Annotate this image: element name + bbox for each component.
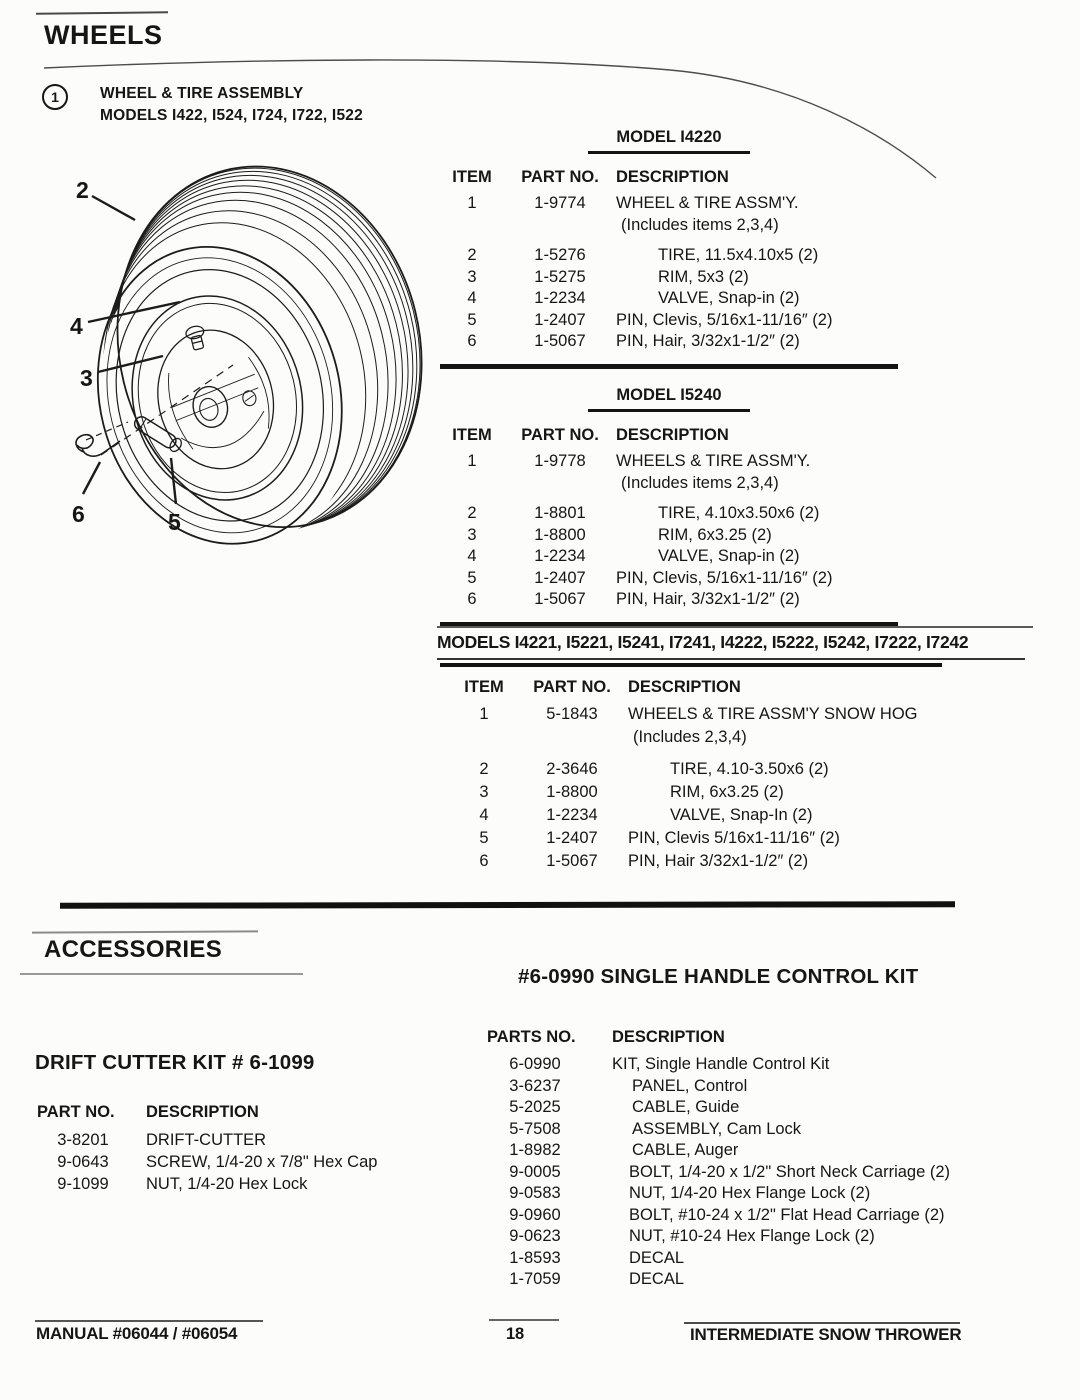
table-row bbox=[452, 850, 922, 873]
table-row bbox=[485, 1162, 1045, 1184]
item-number: 6 bbox=[479, 852, 489, 870]
footer-manual-number: MANUAL #06044 / #06054 bbox=[36, 1324, 238, 1343]
table-row bbox=[440, 331, 898, 353]
table-row bbox=[452, 781, 922, 804]
part-description: NUT, 1/4-20 Hex Flange Lock (2) bbox=[629, 1184, 871, 1202]
part-number: 9-1099 bbox=[57, 1175, 109, 1193]
part-description: PIN, Hair, 3/32x1-1/2″ (2) bbox=[616, 332, 800, 350]
part-number: 5-7508 bbox=[509, 1119, 561, 1138]
page-title: WHEELS bbox=[44, 20, 163, 50]
valve-drawing bbox=[185, 324, 208, 351]
part-description: ASSEMBLY, Cam Lock bbox=[632, 1119, 802, 1138]
part-description: RIM, 5x3 (2) bbox=[658, 267, 749, 286]
table-title: MODEL I4220 bbox=[440, 128, 898, 154]
part-description: RIM, 6x3.25 (2) bbox=[670, 783, 784, 801]
wheel-tire-assembly-illustration bbox=[28, 150, 448, 580]
part-description: VALVE, Snap-In (2) bbox=[670, 806, 813, 824]
callout-2-label: 2 bbox=[76, 177, 89, 203]
part-number: 9-0623 bbox=[509, 1227, 561, 1245]
parts-table-model-i4220 bbox=[440, 128, 898, 369]
part-number: 9-0005 bbox=[509, 1162, 561, 1181]
part-number: 1-5067 bbox=[534, 590, 586, 608]
item-number: 6 bbox=[467, 590, 477, 608]
callout-4-label: 4 bbox=[70, 313, 83, 339]
part-number: 3-8201 bbox=[57, 1131, 109, 1149]
table-header: ITEM PART NO. DESCRIPTION bbox=[464, 678, 741, 696]
table-row bbox=[485, 1097, 1045, 1119]
part-description: TIRE, 4.10x3.50x6 (2) bbox=[658, 504, 820, 522]
item-number: 5 bbox=[467, 310, 477, 329]
part-number: 2-3646 bbox=[546, 760, 598, 778]
banner-underline-thin bbox=[437, 658, 1025, 660]
item-number: 3 bbox=[467, 267, 477, 286]
item-number: 1 bbox=[467, 452, 477, 470]
part-number: 9-0960 bbox=[509, 1205, 561, 1224]
control-kit-title: #6-0990 SINGLE HANDLE CONTROL KIT bbox=[518, 965, 919, 988]
part-description: PIN, Clevis, 5/16x1-11/16″ (2) bbox=[616, 568, 833, 587]
part-description: DECAL bbox=[629, 1248, 685, 1267]
table-row bbox=[452, 804, 922, 827]
assembly-title: WHEEL & TIRE ASSEMBLY bbox=[100, 85, 304, 102]
callout-leader-lines bbox=[83, 196, 180, 504]
table-row bbox=[485, 1205, 1045, 1227]
part-number: 1-5067 bbox=[534, 332, 586, 350]
accessories-artifact-line-bottom bbox=[20, 973, 303, 975]
table-row bbox=[452, 827, 922, 850]
models-banner: MODELS I4221, I5221, I5241, I7241, I4222, I5222, I5242, I7222, I7242 bbox=[437, 626, 1033, 653]
table-row bbox=[485, 1140, 1045, 1162]
single-handle-control-kit-table bbox=[485, 1028, 1045, 1291]
parts-table-models-group bbox=[452, 678, 922, 873]
item-number: 4 bbox=[467, 547, 477, 565]
part-number: 6-0990 bbox=[509, 1055, 561, 1073]
table-row bbox=[485, 1226, 1045, 1248]
part-description: WHEELS & TIRE ASSM'Y SNOW HOG (Includes 2,3,4) bbox=[628, 705, 918, 746]
table-header: ITEM PART NO. DESCRIPTION bbox=[452, 168, 729, 186]
item-number: 6 bbox=[467, 332, 477, 350]
part-number: 3-6237 bbox=[509, 1076, 561, 1095]
part-description: PANEL, Control bbox=[632, 1076, 748, 1095]
part-number: 1-9778 bbox=[534, 452, 586, 470]
item-number: 2 bbox=[467, 504, 477, 522]
part-description: BOLT, 1/4-20 x 1/2" Short Neck Carriage (2) bbox=[629, 1162, 951, 1181]
part-number: 5-1843 bbox=[546, 705, 598, 723]
table-header: PART NO. DESCRIPTION bbox=[37, 1103, 259, 1121]
item-number: 1 bbox=[479, 705, 489, 723]
part-number: 1-8800 bbox=[534, 525, 586, 544]
table-row bbox=[440, 589, 898, 611]
part-number: 1-5275 bbox=[534, 267, 586, 286]
part-description: TIRE, 11.5x4.10x5 (2) bbox=[658, 246, 819, 264]
table-row bbox=[452, 758, 922, 781]
table-row bbox=[440, 568, 898, 590]
table-row bbox=[485, 1183, 1045, 1205]
table-header: PARTS NO. DESCRIPTION bbox=[487, 1028, 725, 1046]
item-number: 1 bbox=[467, 194, 477, 212]
table-row bbox=[440, 546, 898, 568]
part-number: 9-0643 bbox=[57, 1153, 109, 1171]
parts-table-model-i5240 bbox=[440, 386, 898, 627]
table-row bbox=[485, 1269, 1045, 1291]
table-row bbox=[485, 1054, 1045, 1076]
callout-1-badge: 1 bbox=[42, 84, 68, 110]
part-description: NUT, #10-24 Hex Flange Lock (2) bbox=[629, 1227, 875, 1245]
part-description: KIT, Single Handle Control Kit bbox=[612, 1055, 830, 1073]
table-row bbox=[485, 1076, 1045, 1098]
top-artifact-line bbox=[36, 11, 168, 14]
drift-cutter-kit-table bbox=[35, 1103, 425, 1195]
table-row bbox=[440, 267, 898, 289]
part-description: PIN, Clevis, 5/16x1-11/16″ (2) bbox=[616, 310, 833, 329]
table-row bbox=[440, 310, 898, 332]
part-description: NUT, 1/4-20 Hex Lock bbox=[146, 1175, 308, 1193]
table-row bbox=[440, 503, 898, 525]
part-number: 1-8982 bbox=[509, 1141, 561, 1159]
part-description: DECAL bbox=[629, 1270, 685, 1288]
part-description: SCREW, 1/4-20 x 7/8" Hex Cap bbox=[146, 1153, 378, 1171]
part-number: 1-5067 bbox=[546, 852, 598, 870]
footer-doc-title: INTERMEDIATE SNOW THROWER bbox=[690, 1325, 962, 1344]
part-description: VALVE, Snap-in (2) bbox=[658, 547, 800, 565]
table-row bbox=[35, 1129, 425, 1151]
table-row bbox=[440, 288, 898, 310]
part-description: CABLE, Auger bbox=[632, 1141, 739, 1159]
item-number: 5 bbox=[479, 829, 489, 847]
part-number: 1-2407 bbox=[546, 829, 598, 847]
part-number: 1-2234 bbox=[534, 547, 586, 565]
part-description: TIRE, 4.10-3.50x6 (2) bbox=[670, 760, 829, 778]
footer-right-overline bbox=[684, 1322, 960, 1324]
drift-kit-title: DRIFT CUTTER KIT # 6-1099 bbox=[35, 1051, 315, 1074]
part-number: 1-5276 bbox=[534, 246, 586, 264]
part-number: 1-2234 bbox=[534, 289, 586, 307]
item-number: 4 bbox=[479, 806, 489, 824]
part-number: 9-0583 bbox=[509, 1184, 561, 1202]
part-description: PIN, Hair 3/32x1-1/2″ (2) bbox=[628, 852, 809, 870]
part-description: BOLT, #10-24 x 1/2" Flat Head Carriage (2) bbox=[629, 1205, 945, 1224]
table-row bbox=[35, 1151, 425, 1173]
item-number: 5 bbox=[467, 568, 477, 587]
table-row bbox=[485, 1119, 1045, 1141]
part-description: CABLE, Guide bbox=[632, 1098, 740, 1116]
part-number: 1-2407 bbox=[534, 310, 586, 329]
callout-6-label: 6 bbox=[72, 501, 85, 527]
table-row bbox=[35, 1173, 425, 1195]
item-number: 3 bbox=[467, 525, 477, 544]
part-number: 1-2234 bbox=[546, 806, 598, 824]
part-number: 1-8593 bbox=[509, 1248, 561, 1267]
part-description: WHEEL & TIRE ASSM'Y. (Includes items 2,3,4) bbox=[616, 194, 799, 234]
part-number: 1-7059 bbox=[509, 1270, 561, 1288]
part-number: 1-8801 bbox=[534, 504, 586, 522]
part-description: WHEELS & TIRE ASSM'Y. (Includes items 2,3,4) bbox=[616, 452, 811, 492]
item-number: 2 bbox=[479, 760, 489, 778]
banner-underline-thick bbox=[440, 663, 942, 667]
table-row bbox=[440, 525, 898, 547]
part-number: 5-2025 bbox=[509, 1098, 561, 1116]
part-description: PIN, Hair, 3/32x1-1/2″ (2) bbox=[616, 590, 800, 608]
table-title: MODEL I5240 bbox=[440, 386, 898, 412]
page-number: 18 bbox=[506, 1325, 524, 1343]
item-number: 2 bbox=[467, 246, 477, 264]
callout-5-label: 5 bbox=[168, 509, 181, 535]
footer-left-overline bbox=[35, 1320, 263, 1322]
part-number: 1-8800 bbox=[546, 783, 598, 801]
part-description: PIN, Clevis 5/16x1-11/16″ (2) bbox=[628, 829, 840, 847]
part-description: DRIFT-CUTTER bbox=[146, 1131, 267, 1149]
assembly-models: MODELS I422, I524, I724, I722, I522 bbox=[100, 107, 363, 124]
tire-drawing bbox=[51, 150, 448, 570]
accessories-title: ACCESSORIES bbox=[44, 936, 223, 963]
table-header: ITEM PART NO. DESCRIPTION bbox=[452, 426, 729, 444]
item-number: 3 bbox=[479, 783, 489, 801]
table-row bbox=[440, 245, 898, 267]
part-number: 1-2407 bbox=[534, 568, 586, 587]
section-divider bbox=[60, 901, 955, 909]
footer-page-overline bbox=[489, 1319, 559, 1321]
table-row bbox=[440, 193, 898, 236]
item-number: 4 bbox=[467, 289, 477, 307]
accessories-artifact-line-top bbox=[32, 930, 258, 933]
part-number: 1-9774 bbox=[534, 194, 586, 212]
table-row bbox=[485, 1248, 1045, 1270]
callout-3-label: 3 bbox=[80, 365, 93, 391]
table-row bbox=[440, 451, 898, 494]
tire-outer-outline bbox=[80, 150, 448, 560]
part-description: RIM, 6x3.25 (2) bbox=[658, 525, 772, 544]
table-row bbox=[452, 703, 922, 749]
part-description: VALVE, Snap-in (2) bbox=[658, 289, 800, 307]
